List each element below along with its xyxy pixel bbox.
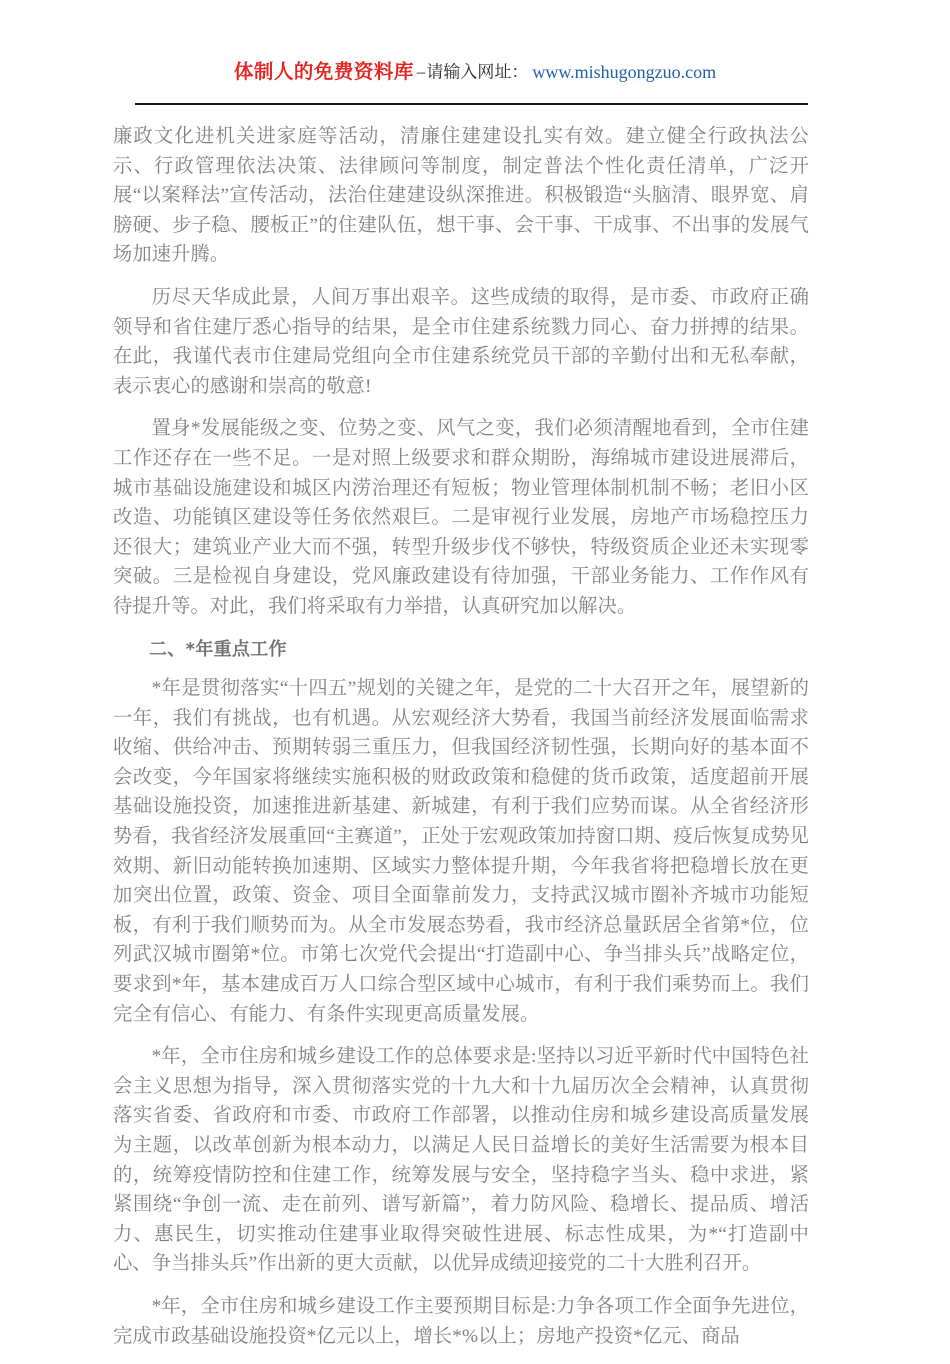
body-paragraph: 置身*发展能级之变、位势之变、风气之变，我们必须清醒地看到，全市住建工作还存在一些不足。一是对照上级要求和群众期盼，海绵城市建设进展滞后，城市基础设施建设和城区内涝治理还有短板；物业管理体制机制不畅；老旧小区改造、功能镇区建设等任务依然艰巨。二是审视行业发展，房地产市场稳控压力还很大；建筑业产业大而不强，转型升级步伐不够快，特级资质企业还未实现零突破。三是检视自身建设，党风廉政建设有待加强，干部业务能力、工作作风有待提升等。对此，我们将采取有力举措，认真研究加以解决。 [113,418,809,617]
header-text-line [234,62,716,82]
body-paragraph: 历尽天华成此景，人间万事出艰辛。这些成绩的取得，是市委、市政府正确领导和省住建厅悉心指导的结果，是全市住建系统戮力同心、奋力拼搏的结果。在此，我谨代表市住建局党组向全市住建系统党员干部的辛勤付出和无私奉献，表示衷心的感谢和崇高的敬意! [113,286,809,397]
header-separator-dash: – [416,62,426,82]
body-paragraph: *年，全市住房和城乡建设工作主要预期目标是:力争各项工作全面争先进位，完成市政基础设施投资*亿元以上，增长*%以上；房地产投资*亿元、商品 [113,1295,809,1347]
header-brand-text: 体制人的免费资料库 [233,60,414,83]
page-header-banner [0,0,950,112]
document-body [113,122,809,1364]
body-paragraph: 廉政文化进机关进家庭等活动，清廉住建建设扎实有效。建立健全行政执法公示、行政管理依法决策、法律顾问等制度，制定普法个性化责任清单，广泛开展“以案释法”宣传活动，法治住建建设纵深推进。积极锻造“头脑清、眼界宽、肩膀硬、步子稳、腰板正”的住建队伍，想干事、会干事、干成事、不出事的发展气场加速升腾。 [113,126,809,266]
section-heading: 二、*年重点工作 [149,638,287,660]
header-horizontal-rule [135,103,808,105]
header-url-link[interactable]: www.mishugongzuo.com [532,61,717,82]
body-paragraph: *年，全市住房和城乡建设工作的总体要求是:坚持以习近平新时代中国特色社会主义思想为指导，深入贯彻落实党的十九大和十九届历次全会精神，认真贯彻落实省委、省政府和市委、市政府工作部署，以推动住房和城乡建设高质量发展为主题，以改革创新为根本动力，以满足人民日益增长的美好生活需要为根本目的，统筹疫情防控和住建工作，统筹发展与安全，坚持稳字当头、稳中求进，紧紧围绕“争创一流、走在前列、谱写新篇”，着力防风险、稳增长、提品质、增活力、惠民生，切实推动住建事业取得突破性进展、标志性成果，为*“打造副中心、争当排头兵”作出新的更大贡献，以优异成绩迎接党的二十大胜利召开。 [113,1046,809,1275]
body-paragraph: *年是贯彻落实“十四五”规划的关键之年，是党的二十大召开之年，展望新的一年，我们有挑战，也有机遇。从宏观经济大势看，我国当前经济发展面临需求收缩、供给冲击、预期转弱三重压力，但我国经济韧性强，长期向好的基本面不会改变，今年国家将继续实施积极的财政政策和稳健的货币政策，适度超前开展基础设施投资，加速推进新基建、新城建，有利于我们应势而谋。从全省经济形势看，我省经济发展重回“主赛道”，正处于宏观政策加持窗口期、疫后恢复成势见效期、新旧动能转换加速期、区域实力整体提升期，今年我省将把稳增长放在更加突出位置，政策、资金、项目全面靠前发力，支持武汉城市圈补齐城市功能短板，有利于我们顺势而为。从全市发展态势看，我市经济总量跃居全省第*位，位列武汉城市圈第*位。市第七次党代会提出“打造副中心、争当排头兵”战略定位，要求到*年，基本建成百万人口综合型区域中心城市，有利于我们乘势而上。我们完全有信心、有能力、有条件实现更高质量发展。 [113,678,809,1025]
header-prompt-text: 请输入网址： [426,62,529,82]
